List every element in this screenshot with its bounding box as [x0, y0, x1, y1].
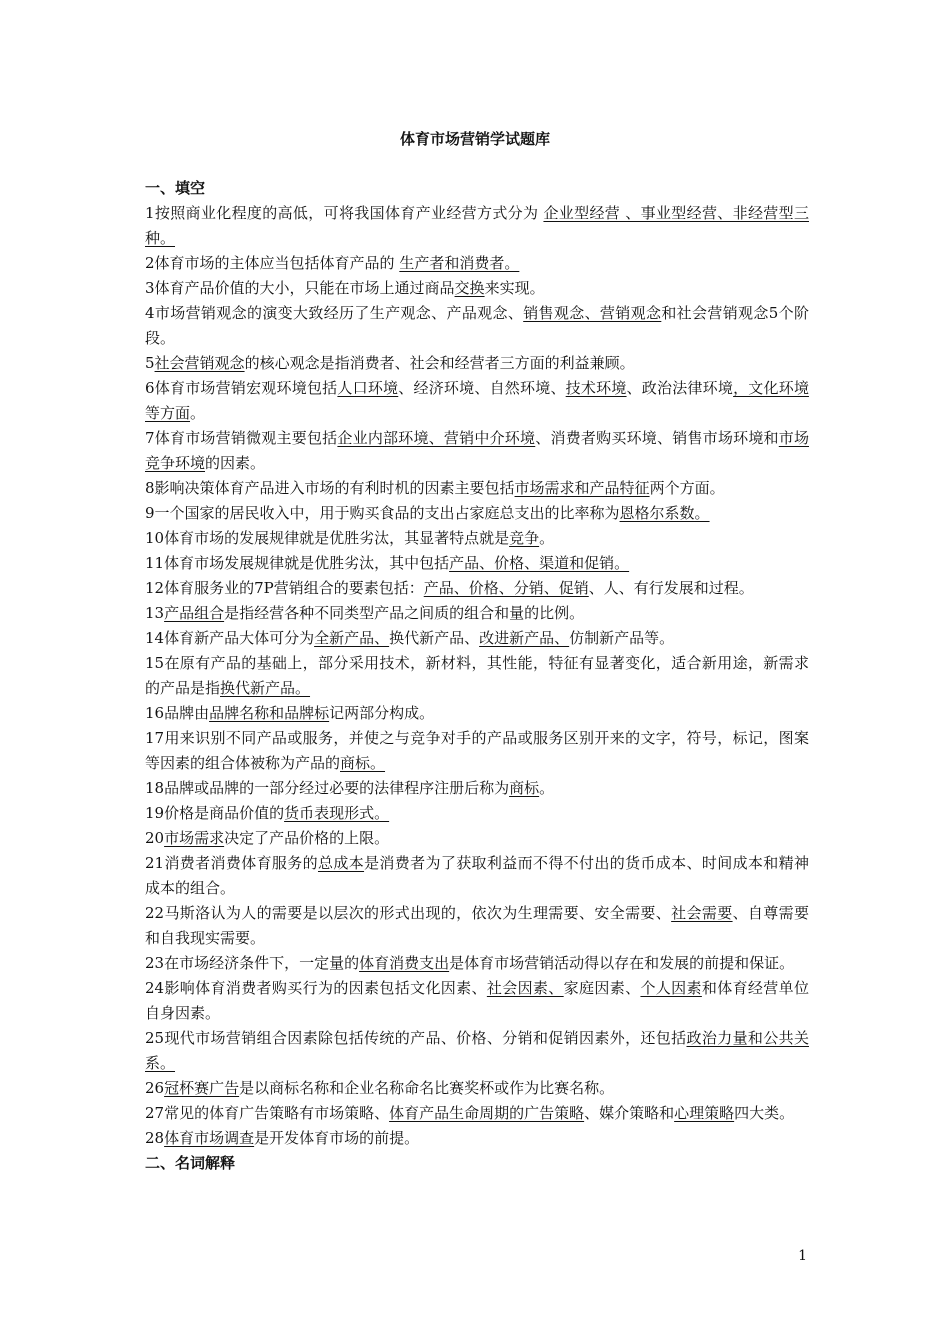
question-text: 决定了产品价格的上限。 [224, 829, 390, 847]
answer-text: 竞争 [509, 529, 540, 547]
question-text: 、经济环境、自然环境、 [398, 379, 566, 397]
question-text: 的因素。 [205, 454, 266, 472]
fill-in-question [145, 526, 809, 551]
question-text: 换代新产品、 [389, 629, 480, 647]
answer-text: ，文化环境等方面 [145, 379, 809, 422]
question-text: 10体育市场的发展规律就是优胜劣汰，其显著特点就是 [145, 529, 510, 547]
question-text: 、政治法律环境 [626, 379, 734, 397]
answer-text: 市场竞争环境 [145, 429, 809, 472]
fill-in-question [145, 1101, 809, 1126]
fill-in-question [145, 726, 809, 776]
section-heading: 二、名词解释 [145, 1154, 236, 1172]
fill-in-question [145, 901, 809, 951]
question-text: 、自尊需要和自我现实需要。 [145, 904, 809, 947]
fill-in-question [145, 701, 809, 726]
answer-text: 产品、价格、分销、促销 [423, 579, 589, 597]
answer-text: 品牌名称和品牌标 [209, 704, 330, 722]
question-text: 6体育市场营销宏观环境包括 [145, 379, 338, 397]
question-text: 1按照商业化程度的高低，可将我国体育产业经营方式分为 [145, 204, 544, 222]
question-text: 四大类。 [734, 1104, 795, 1122]
answer-text: 市场需求和产品特征 [514, 479, 650, 497]
fill-in-question [145, 301, 809, 351]
question-text: 是开发体育市场的前提。 [254, 1129, 420, 1147]
answer-text: 产品、价格、渠道和促销。 [449, 554, 630, 572]
answer-text: 货币表现形式。 [284, 804, 390, 822]
answer-text: 销售观念、营销观念 [523, 304, 662, 322]
section-heading: 一、填空 [145, 179, 206, 197]
question-text: 、消费者购买环境、销售市场环境和 [535, 429, 779, 447]
document-title: 体育市场营销学试题库 [399, 130, 550, 148]
fill-in-question [145, 851, 809, 901]
question-text: 。 [190, 404, 206, 422]
fill-in-question [145, 1076, 809, 1101]
fill-in-question [145, 276, 809, 301]
question-text: 是消费者为了获取利益而不得不付出的货币成本、时间成本和精神成本的组合。 [145, 854, 809, 897]
question-text: 25现代市场营销组合因素除包括传统的产品、价格、分销和促销因素外，还包括 [145, 1029, 687, 1047]
question-text: 两个方面。 [649, 479, 725, 497]
answer-text: 技术环境 [565, 379, 627, 397]
question-text: 和体育经营单位自身因素。 [145, 979, 809, 1022]
question-text: 27常见的体育广告策略有市场策略、 [145, 1104, 390, 1122]
fill-in-question [145, 201, 809, 251]
answer-text: 企业内部环境、营销中介环境 [337, 429, 536, 447]
question-text: 9一个国家的居民收入中，用于购买食品的支出占家庭总支出的比率称为 [145, 504, 620, 522]
question-text: 5 [145, 354, 155, 372]
answer-text: 体育产品生命周期的广告策略 [389, 1104, 585, 1122]
question-text: 、人、有行发展和过程。 [588, 579, 754, 597]
question-text: 18品牌或品牌的一部分经过必要的法律程序注册后称为 [145, 779, 510, 797]
fill-in-question [145, 1126, 809, 1151]
fill-in-question [145, 801, 809, 826]
question-text: 是体育市场营销活动得以存在和发展的前提和保证。 [449, 954, 795, 972]
question-text: 、媒介策略和 [584, 1104, 675, 1122]
question-text: 14体育新产品大体可分为 [145, 629, 315, 647]
answer-text: 商标。 [340, 754, 386, 772]
question-text: 17用来识别不同产品或服务，并使之与竞争对手的产品或服务区别开来的文字，符号，标记，图案等因素的组合体被称为产品的 [145, 729, 809, 772]
answer-text: 政治力量和公共关系。 [145, 1029, 809, 1072]
answer-text: 社会营销观念 [154, 354, 245, 372]
answer-text: 总成本 [317, 854, 365, 872]
question-text: 22马斯洛认为人的需要是以层次的形式出现的，依次为生理需要、安全需要、 [145, 904, 672, 922]
answer-text: 人口环境 [337, 379, 399, 397]
fill-in-question [145, 626, 809, 651]
answer-text: 社会需要 [671, 904, 733, 922]
question-text: 24影响体育消费者购买行为的因素包括文化因素、 [145, 979, 487, 997]
fill-in-question [145, 951, 809, 976]
question-text: 记两部分构成。 [329, 704, 435, 722]
question-text: 8影响决策体育产品进入市场的有利时机的因素主要包括 [145, 479, 515, 497]
answer-text: 改进新产品、 [479, 629, 570, 647]
answer-text: 个人因素 [640, 979, 702, 997]
question-text: 16品牌由 [145, 704, 210, 722]
question-text: 来实现。 [484, 279, 545, 297]
question-text: 23在市场经济条件下，一定量的 [145, 954, 360, 972]
question-text: 3体育产品价值的大小，只能在市场上通过商品 [145, 279, 455, 297]
question-text: 。 [539, 779, 555, 797]
fill-in-question [145, 651, 809, 701]
answer-text: 市场需求 [164, 829, 225, 847]
answer-text: 恩格尔系数。 [619, 504, 710, 522]
answer-text: 社会因素、 [486, 979, 564, 997]
answer-text: 冠杯赛广告 [164, 1079, 240, 1097]
answer-text: 企业型经营 、事业型经营、非经营型三种。 [145, 204, 809, 247]
fill-in-question [145, 351, 809, 376]
answer-text: 交换 [454, 279, 485, 297]
question-text: 7体育市场营销微观主要包括 [145, 429, 338, 447]
question-text: 和社会营销观念5个阶段。 [145, 304, 809, 347]
answer-text: 全新产品、 [314, 629, 390, 647]
fill-in-question [145, 251, 809, 276]
question-text: 19价格是商品价值的 [145, 804, 285, 822]
question-text: 的核心观念是指消费者、社会和经营者三方面的利益兼顾。 [244, 354, 635, 372]
document-body [145, 176, 809, 1176]
fill-in-question [145, 476, 809, 501]
fill-in-question [145, 501, 809, 526]
question-text: 20 [145, 829, 165, 847]
question-text: 12体育服务业的7P营销组合的要素包括： [145, 579, 424, 597]
question-text: 是指经营各种不同类型产品之间质的组合和量的比例。 [224, 604, 585, 622]
answer-text: 换代新产品。 [220, 679, 311, 697]
answer-text: 体育市场调查 [164, 1129, 255, 1147]
question-text: 28 [145, 1129, 165, 1147]
question-text: 26 [145, 1079, 165, 1097]
question-text: 21消费者消费体育服务的 [145, 854, 318, 872]
fill-in-question [145, 426, 809, 476]
answer-text: 体育消费支出 [359, 954, 450, 972]
page-number: 1 [798, 1248, 807, 1264]
answer-text: 心理策略 [674, 1104, 735, 1122]
question-text: 仿制新产品等。 [569, 629, 675, 647]
question-text: 4市场营销观念的演变大致经历了生产观念、产品观念、 [145, 304, 524, 322]
question-text: 2体育市场的主体应当包括体育产品的 [145, 254, 400, 272]
answer-text: 生产者和消费者。 [399, 254, 520, 272]
fill-in-question [145, 776, 809, 801]
fill-in-question [145, 551, 809, 576]
fill-in-question [145, 601, 809, 626]
answer-text: 商标 [509, 779, 540, 797]
fill-in-question [145, 826, 809, 851]
question-text: 是以商标名称和企业名称命名比赛奖杯或作为比赛名称。 [239, 1079, 615, 1097]
fill-in-question [145, 376, 809, 426]
fill-in-question [145, 976, 809, 1026]
question-text: 13 [145, 604, 165, 622]
question-text: 15在原有产品的基础上，部分采用技术，新材料，其性能，特征有显著变化，适合新用途，新需求的产品是指 [145, 654, 809, 697]
fill-in-question [145, 1026, 809, 1076]
question-text: 11体育市场发展规律就是优胜劣汰，其中包括 [145, 554, 450, 572]
answer-text: 产品组合 [164, 604, 225, 622]
question-text: 。 [539, 529, 555, 547]
question-text: 家庭因素、 [563, 979, 641, 997]
fill-in-question [145, 576, 809, 601]
